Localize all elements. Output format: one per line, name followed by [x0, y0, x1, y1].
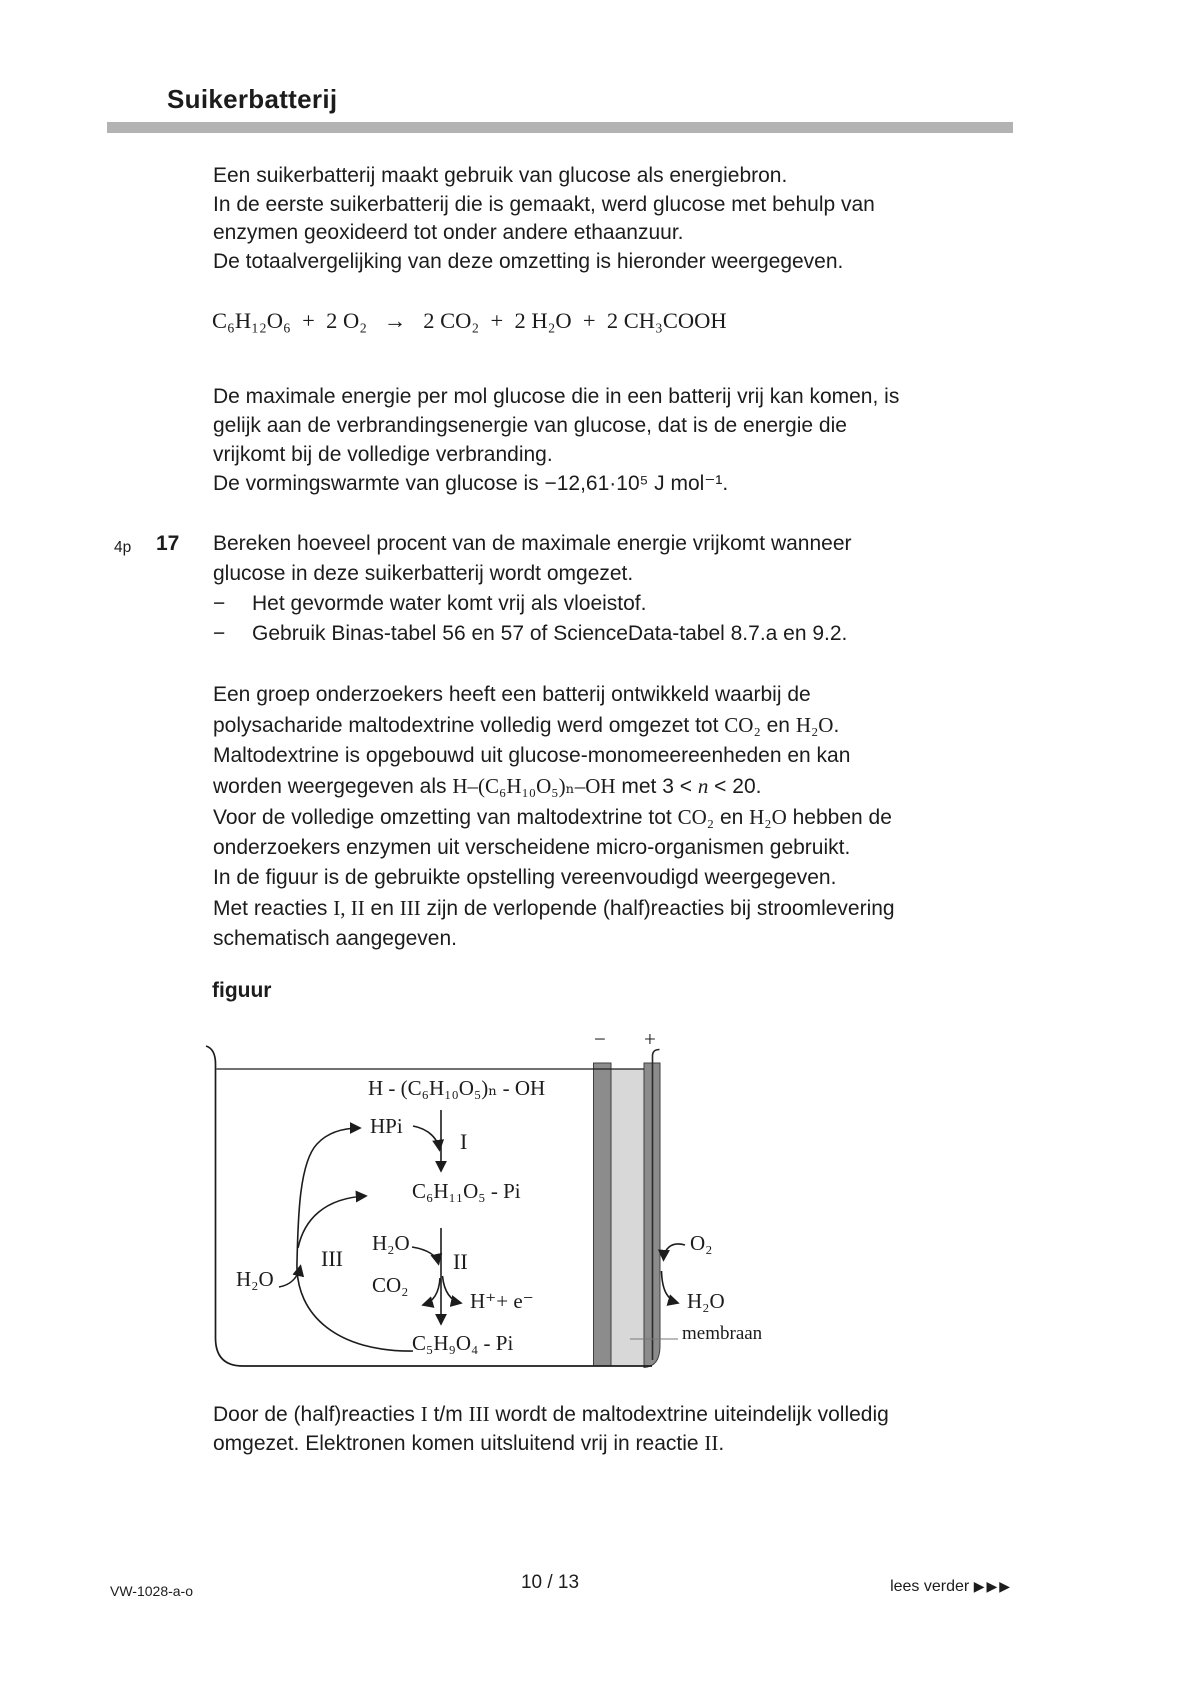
bullet-text: Gebruik Binas-tabel 56 en 57 of ScienceData-tabel 8.7.a en 9.2. — [252, 622, 848, 645]
text-line: In de eerste suikerbatterij die is gemaakt, werd glucose met behulp van — [213, 192, 875, 216]
text-line: worden weergegeven als H–(C₆H₁₀O₅)ₙ–OH met 3 < n < 20. — [213, 774, 762, 798]
question-17 — [213, 529, 852, 649]
text-line: De maximale energie per mol glucose die in een batterij vrij kan komen, is — [213, 385, 900, 408]
reaction-II-label: II — [453, 1249, 468, 1274]
page-title: Suikerbatterij — [167, 84, 338, 114]
text-line: gelijk aan de verbrandingsenergie van glucose, dat is de energie die — [213, 414, 847, 437]
arrow-hpi — [413, 1126, 440, 1150]
figure-caption: figuur — [212, 979, 272, 1002]
text-line: Een groep onderzoekers heeft een batterij ontwikkeld waarbij de — [213, 683, 811, 706]
h2o-right-label: H₂O — [687, 1289, 725, 1313]
text-line: schematisch aangegeven. — [213, 927, 457, 950]
page-indicator: 10 / 13 — [520, 1572, 580, 1593]
closing-paragraph — [213, 1400, 889, 1458]
product-formula: C₅H₉O₄ - Pi — [412, 1331, 514, 1355]
intermediate-formula: C₆H₁₁O₅ - Pi — [412, 1179, 521, 1203]
continue-notice — [820, 1578, 1012, 1596]
text-line: Bereken hoeveel procent van de maximale energie vrijkomt wanneer — [213, 532, 852, 555]
bullet-text: Het gevormde water komt vrij als vloeistof. — [252, 592, 647, 615]
reaction-I-label: I — [460, 1129, 468, 1154]
text-line: vrijkomt bij de volledige verbranding. — [213, 443, 553, 466]
text-line: Maltodextrine is opgebouwd uit glucose-monomeereenheden en kan — [213, 744, 851, 767]
continue-arrows-icon: ▶▶▶ — [973, 1578, 1012, 1594]
arrow-reaction-III-to-intermediate — [298, 1196, 366, 1248]
text-line: onderzoekers enzymen uit verscheidene micro-organismen gebruikt. — [213, 836, 851, 859]
text-line: Een suikerbatterij maakt gebruik van glucose als energiebron. — [213, 164, 788, 187]
bullet-line — [213, 589, 852, 619]
arrow-h2o-out — [662, 1271, 679, 1303]
text-line: glucose in deze suikerbatterij wordt omgezet. — [213, 562, 634, 585]
text-line: Met reacties I, II en III zijn de verlopende (half)reacties bij stroomlevering — [213, 896, 895, 920]
bullet-dash: − — [213, 592, 226, 615]
question-points: 4p — [114, 539, 132, 556]
wire — [653, 1050, 660, 1361]
maltodextrin-formula: H - (C₆H₁₀O₅)ₙ - OH — [368, 1076, 546, 1100]
text-line: De vormingswarmte van glucose is −12,61·10⁵ J mol⁻¹. — [213, 472, 729, 495]
hpi-label: HPi — [370, 1114, 403, 1138]
co2-label: CO₂ — [372, 1273, 409, 1297]
text-line: polysacharide maltodextrine volledig werd omgezet tot CO₂ en H₂O. — [213, 713, 840, 737]
text-line: De totaalvergelijking van deze omzetting is hieronder weergegeven. — [213, 249, 844, 273]
negative-terminal-label: − — [594, 1027, 606, 1051]
arrow-o2-in — [664, 1244, 686, 1260]
text-line: In de figuur is de gebruikte opstelling vereenvoudigd weergegeven. — [213, 866, 837, 889]
text-line: Voor de volledige omzetting van maltodextrine tot CO₂ en H₂O hebben de — [213, 805, 892, 829]
arrow-h2o-in — [412, 1247, 439, 1264]
question-number: 17 — [156, 532, 180, 555]
research-paragraph — [213, 680, 895, 954]
bullet-line — [213, 619, 852, 649]
text-line: omgezet. Elektronen komen uitsluitend vrij in reactie II. — [213, 1431, 725, 1455]
membrane — [611, 1069, 644, 1366]
document-code: VW-1028-a-o — [110, 1583, 194, 1599]
electrode-positive — [644, 1063, 660, 1368]
continue-text: lees verder — [890, 1578, 970, 1595]
reaction-III-label: III — [321, 1246, 343, 1271]
arrow-h2o-left — [279, 1266, 301, 1287]
h2o-mid-label: H₂O — [372, 1231, 410, 1255]
text-line: enzymen geoxideerd tot onder andere ethaanzuur. — [213, 221, 684, 244]
h-plus-e-label: H⁺+ e⁻ — [470, 1289, 534, 1313]
h2o-left-label: H₂O — [236, 1267, 274, 1291]
chemical-equation: C₆H₁₂O₆ + 2 O₂ → 2 CO₂ + 2 H₂O + 2 CH₃COOH — [212, 308, 727, 333]
arrow-co2-out — [423, 1278, 440, 1305]
text-line: Door de (half)reacties I t/m III wordt de maltodextrine uiteindelijk volledig — [213, 1402, 889, 1426]
arrow-electrons-out — [443, 1276, 462, 1303]
electrode-negative — [594, 1063, 612, 1366]
intro-paragraph — [213, 162, 875, 276]
o2-label: O₂ — [690, 1231, 713, 1255]
header-rule — [107, 122, 1013, 133]
energy-paragraph — [213, 382, 899, 498]
positive-terminal-label: + — [644, 1027, 656, 1051]
bullet-dash: − — [213, 622, 226, 645]
membrane-label: membraan — [682, 1323, 763, 1344]
